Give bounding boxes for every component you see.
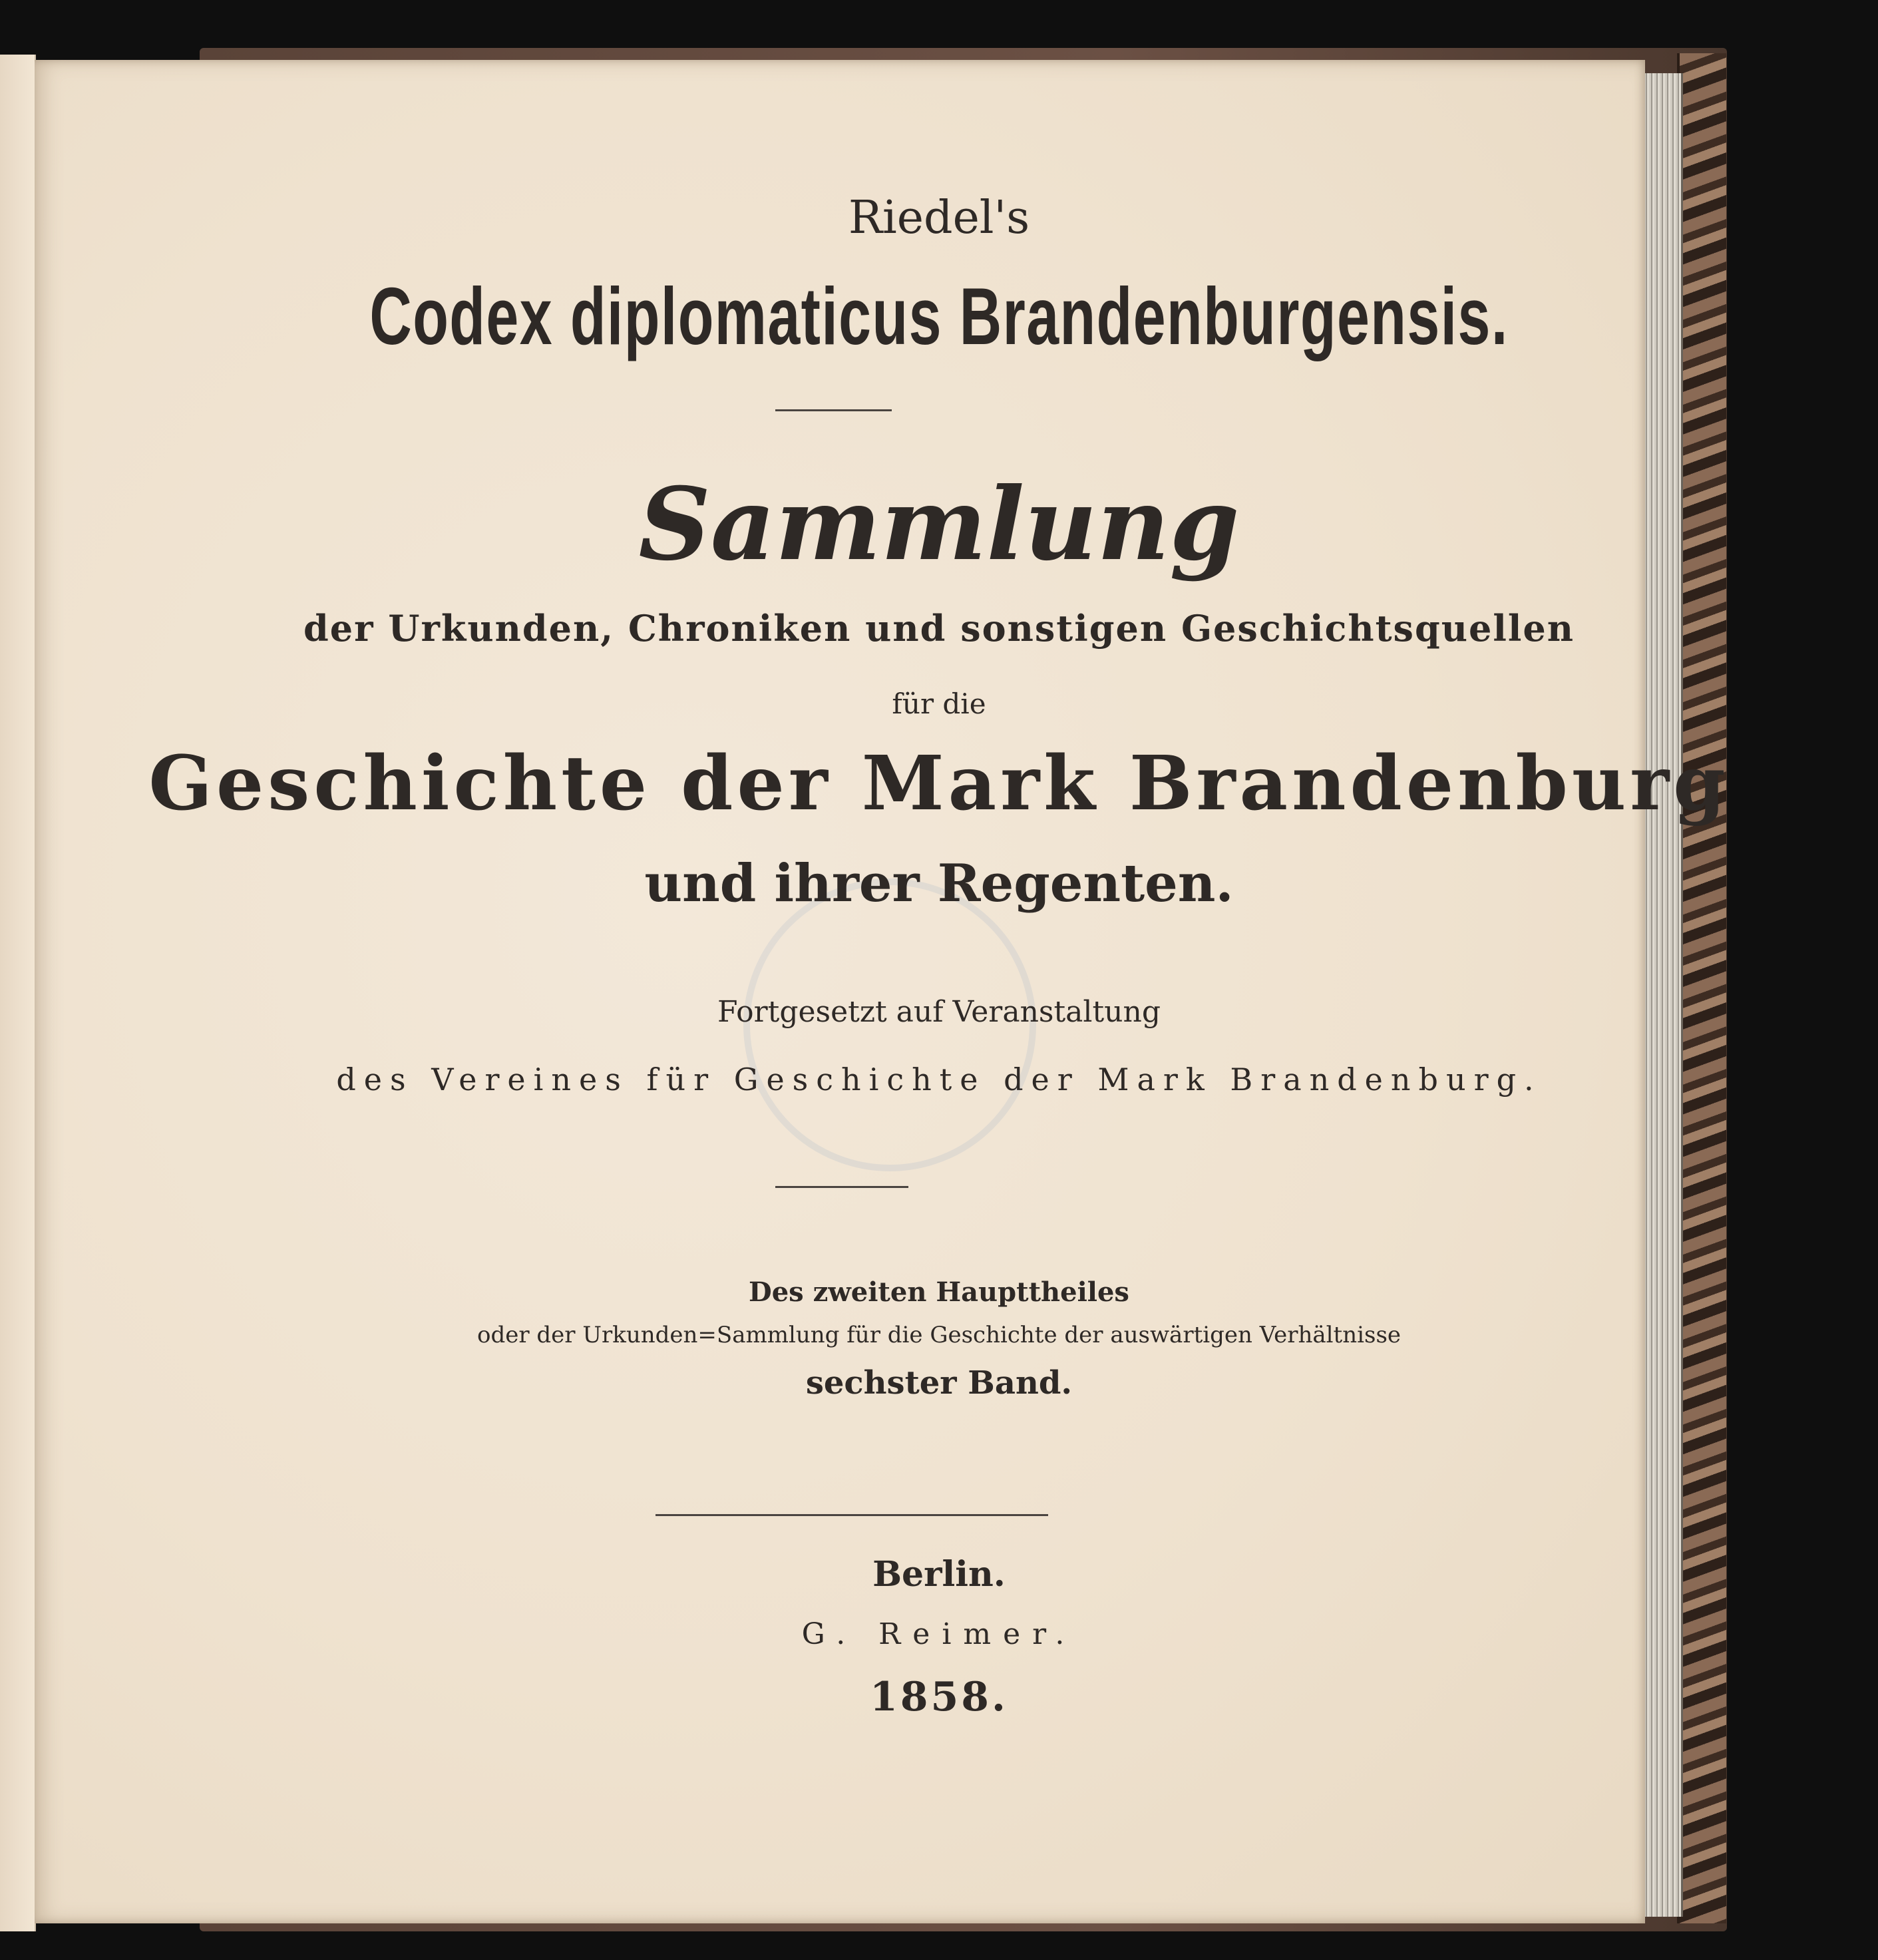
year-line: 1858.: [870, 1674, 1008, 1720]
place-line: Berlin.: [872, 1554, 1006, 1595]
society-line: des Vereines für Geschichte der Mark Brandenburg.: [336, 1062, 1542, 1097]
part-line: Des zweiten Haupttheiles: [749, 1276, 1129, 1308]
main-subject-2: und ihrer Regenten.: [644, 853, 1234, 914]
collection-subtitle: der Urkunden, Chroniken und sonstigen Geschichtsquellen: [303, 607, 1575, 650]
publisher-line: G. Reimer.: [801, 1617, 1077, 1651]
volume-line: sechster Band.: [805, 1364, 1073, 1402]
continued-line: Fortgesetzt auf Veranstaltung: [717, 995, 1161, 1029]
divider-rule: [775, 1186, 908, 1188]
for-the-line: für die: [892, 687, 986, 720]
author-line: Riedel's: [848, 192, 1030, 244]
divider-rule: [656, 1514, 1048, 1516]
work-title: Codex diplomaticus Brandenburgensis.: [369, 271, 1509, 361]
part-description: oder der Urkunden=Sammlung für die Geschichte der auswärtigen Verhältnisse: [476, 1322, 1402, 1348]
collection-title: Sammlung: [638, 466, 1240, 583]
main-subject: Geschichte der Mark Brandenburg: [148, 740, 1730, 827]
divider-rule: [775, 409, 892, 411]
